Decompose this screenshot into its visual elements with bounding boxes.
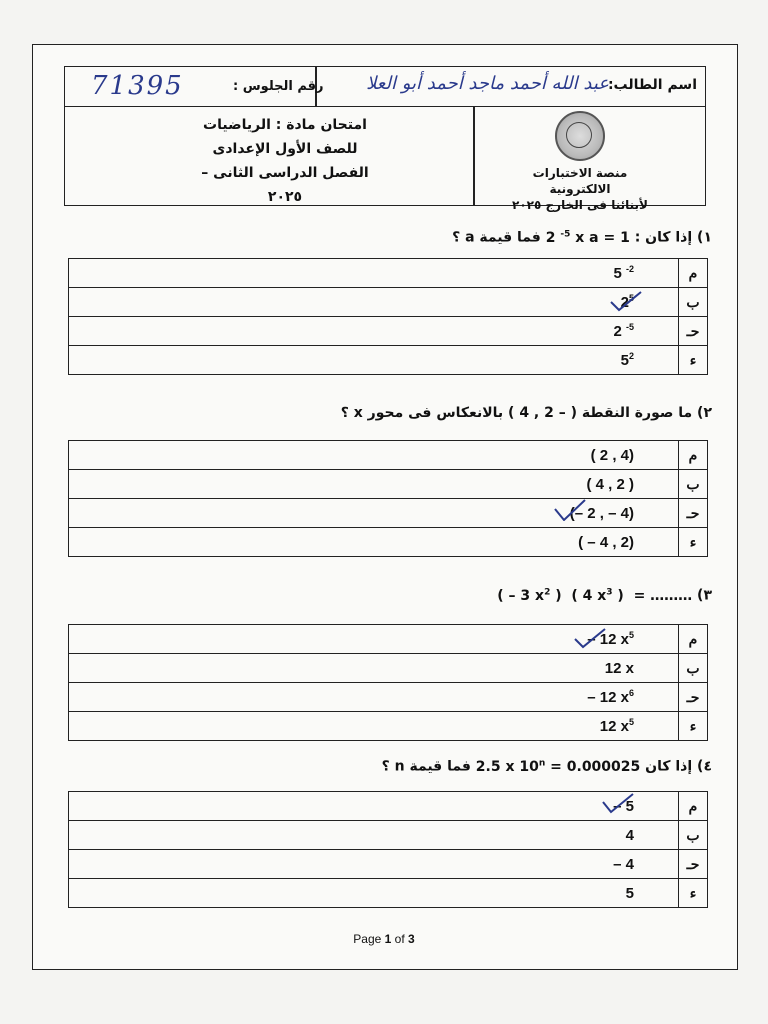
page-current: 1 (384, 932, 392, 946)
exam-grade: للصف الأول الإعدادى (212, 141, 358, 157)
exam-header (64, 66, 706, 212)
option-letter: ب (679, 654, 708, 683)
answer-value: 12 $x^5$ (69, 712, 679, 741)
option-letter: حـ (679, 499, 708, 528)
answer-value: ( – 4 , 2) (69, 528, 679, 557)
option-letter: م (679, 259, 708, 288)
question-math: 2 $^{-5}$ x a = 1 (545, 229, 630, 246)
question-suffix: بالانعكاس فى محور x ؟ (340, 405, 504, 421)
option-letter: حـ (679, 683, 708, 712)
student-name-handwritten: عبد الله أحمد ماجد أحمد أبو العلا (366, 73, 609, 94)
name-row (65, 67, 705, 107)
answer-row[interactable] (69, 317, 708, 346)
answer-value (69, 499, 679, 528)
page-footer (0, 932, 768, 946)
answer-value: $5^2$ (69, 346, 679, 375)
student-name-label: اسم الطالب: (607, 77, 697, 93)
answer-row[interactable] (69, 879, 708, 908)
exam-subject: امتحان مادة : الرياضيات (203, 117, 367, 133)
answer-text: (– 2 , – 4) (569, 504, 634, 522)
question-number: ٤) (697, 758, 712, 775)
info-divider (473, 107, 475, 205)
answer-row[interactable] (69, 821, 708, 850)
answer-row[interactable] (69, 712, 708, 741)
question-suffix: فما قيمة a ؟ (452, 229, 541, 246)
question-suffix: فما قيمة n ؟ (381, 758, 471, 775)
option-letter: ب (679, 821, 708, 850)
question-1 (452, 229, 712, 246)
answer-table-2 (68, 440, 708, 557)
answer-value: – 4 (69, 850, 679, 879)
answer-row[interactable] (69, 528, 708, 557)
option-letter: م (679, 625, 708, 654)
option-letter: م (679, 792, 708, 821)
answer-value: 5 (69, 879, 679, 908)
answer-value: $2^5$ (69, 288, 679, 317)
platform-subtitle: لأبنائنا فى الخارج ٢٠٢٥ (512, 198, 648, 212)
question-prefix: ما صورة النقطة (581, 405, 693, 421)
answer-row[interactable] (69, 288, 708, 317)
answer-row[interactable] (69, 625, 708, 654)
option-letter: ء (679, 528, 708, 557)
page-total: 3 (408, 932, 415, 946)
option-letter: حـ (679, 317, 708, 346)
exam-title-block (185, 113, 385, 209)
answer-value: ( 4 , 2 ) (69, 470, 679, 499)
answer-row[interactable] (69, 683, 708, 712)
answer-row[interactable] (69, 346, 708, 375)
answer-value (69, 792, 679, 821)
question-math: ( – 3 $x^2$ ) ( 4 $x^3$ ) = ……… (497, 587, 693, 604)
answer-table-3 (68, 624, 708, 741)
of-word: of (394, 932, 405, 946)
option-letter: ب (679, 288, 708, 317)
question-3 (497, 587, 712, 604)
answer-row[interactable] (69, 850, 708, 879)
answer-value: 12 x (69, 654, 679, 683)
question-number: ١) (697, 229, 712, 246)
exam-term: الفصل الدراسى الثانى – ٢٠٢٥ (201, 165, 369, 205)
answer-value: 4 (69, 821, 679, 850)
seat-number-label: رقم الجلوس : (233, 79, 324, 94)
question-math: ( 4 , 2 – ) (508, 405, 578, 421)
seat-number-handwritten: 71395 (91, 71, 184, 101)
question-2 (341, 405, 712, 421)
answer-value: – 12 $x^5$ (69, 625, 679, 654)
question-number: ٣) (697, 587, 712, 604)
answer-row[interactable] (69, 654, 708, 683)
option-letter: ء (679, 346, 708, 375)
ministry-seal-icon (555, 111, 605, 161)
answer-value: 2 $^{-5}$ (69, 317, 679, 346)
answer-row[interactable] (69, 441, 708, 470)
answer-row[interactable] (69, 259, 708, 288)
option-letter: م (679, 441, 708, 470)
answer-text: – 5 (613, 797, 634, 815)
question-prefix: إذا كان (645, 758, 693, 775)
platform-block (505, 111, 655, 213)
answer-value: 5 $^{-2}$ (69, 259, 679, 288)
answer-row[interactable] (69, 499, 708, 528)
question-number: ٢) (697, 405, 712, 421)
option-letter: ب (679, 470, 708, 499)
answer-row[interactable] (69, 792, 708, 821)
option-letter: ء (679, 879, 708, 908)
question-math: 2.5 x $10^n = 0.000025$ (475, 758, 641, 775)
answer-table-4 (68, 791, 708, 908)
option-letter: ء (679, 712, 708, 741)
answer-table-1 (68, 258, 708, 375)
option-letter: حـ (679, 850, 708, 879)
answer-row[interactable] (69, 470, 708, 499)
page-word: Page (353, 932, 382, 946)
question-prefix: إذا كان : (634, 229, 693, 246)
answer-value: – 12 $x^6$ (69, 683, 679, 712)
question-4 (382, 758, 712, 775)
answer-value: ( 2 , 4) (69, 441, 679, 470)
platform-name: منصة الاختبارات الالكترونية (532, 166, 628, 196)
